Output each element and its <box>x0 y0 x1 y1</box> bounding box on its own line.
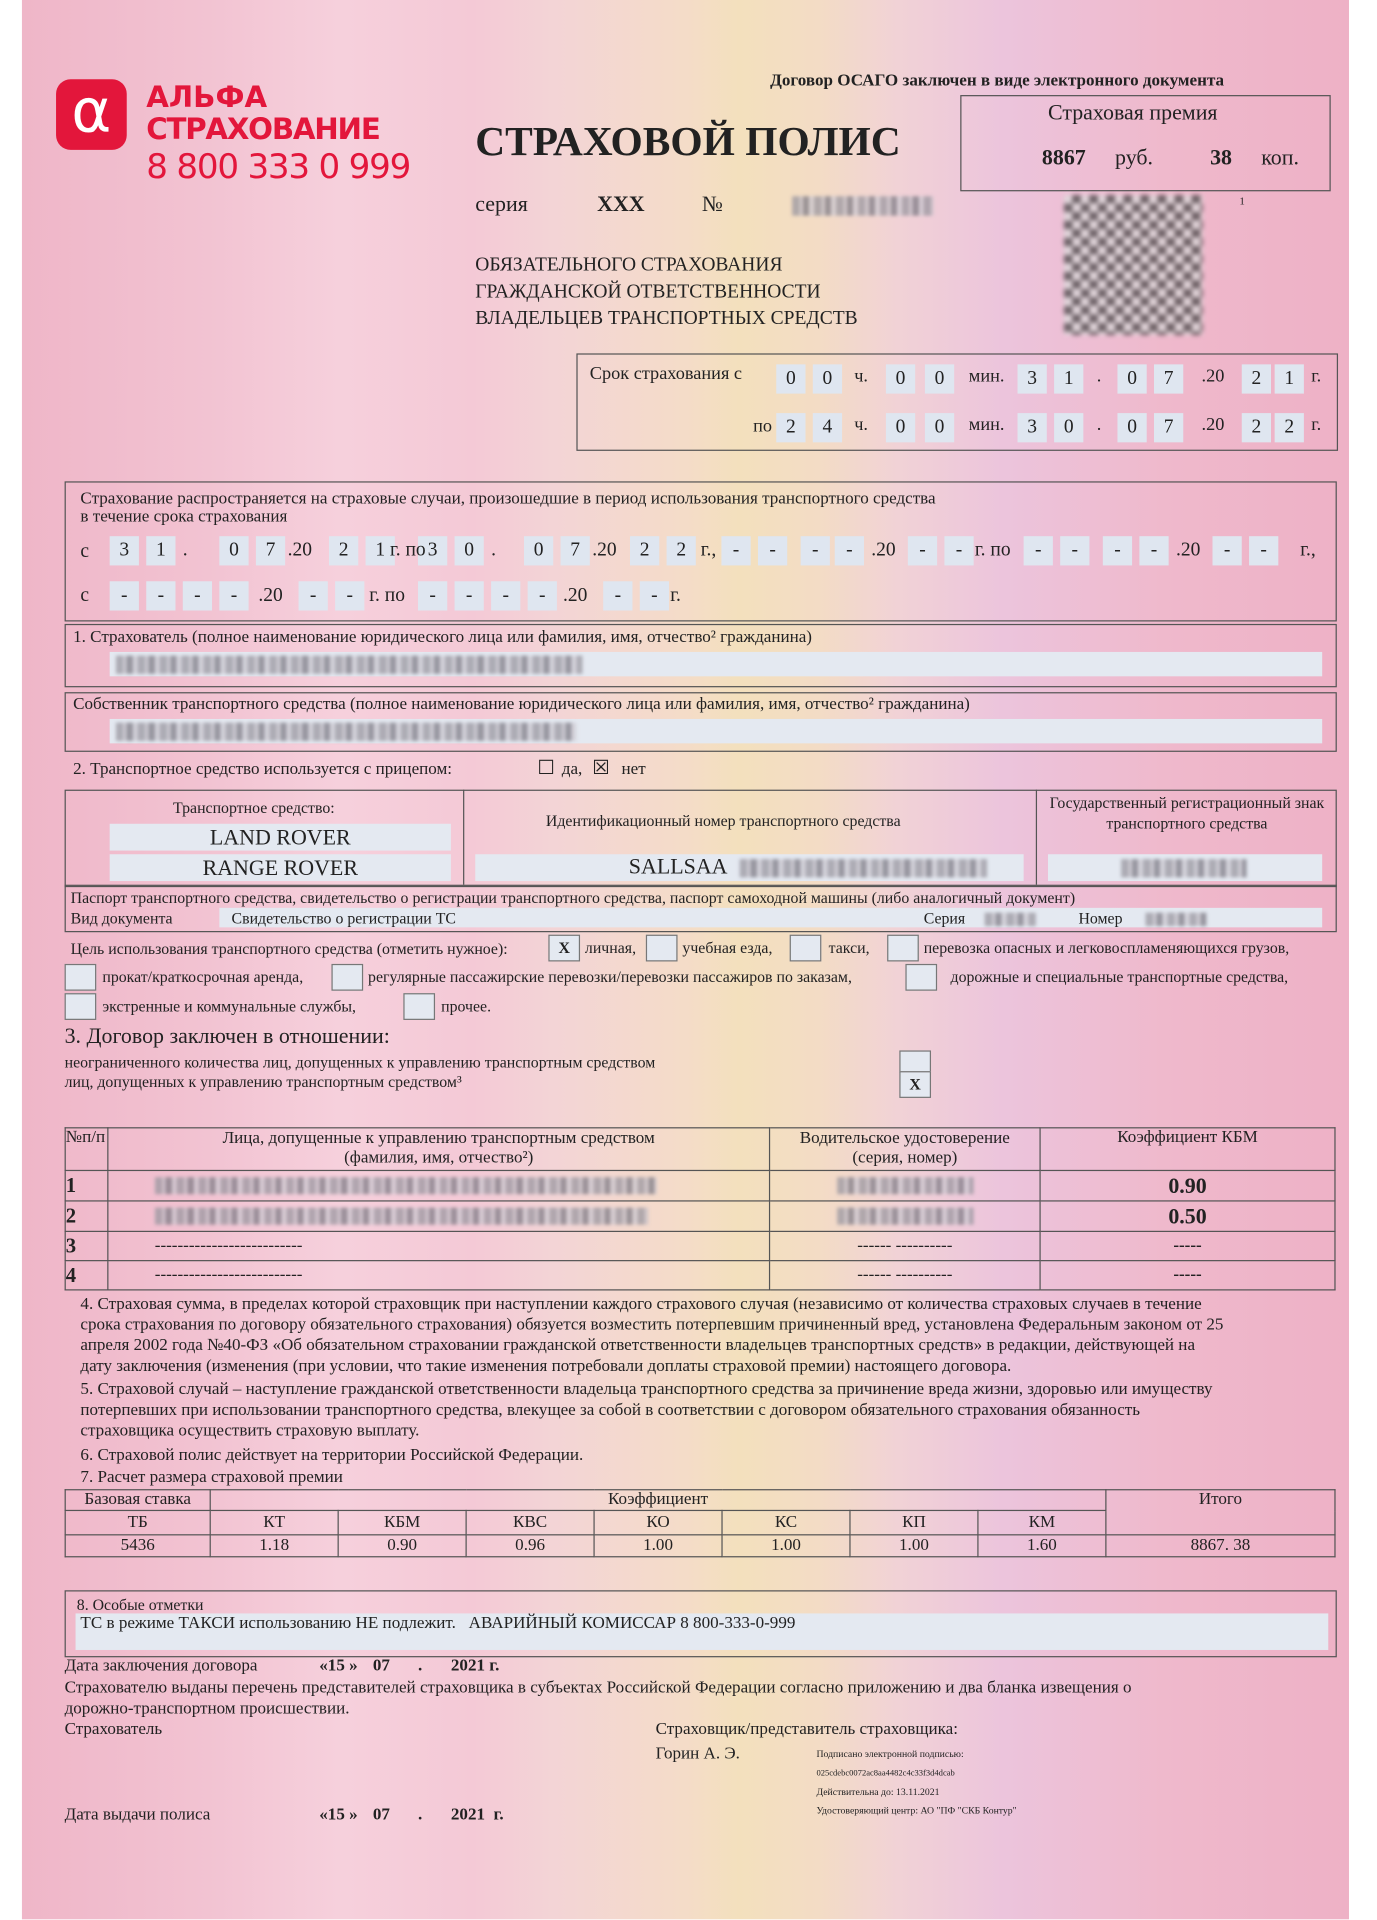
period-empty-cell: - <box>801 536 830 565</box>
purpose-option-label: регулярные пассажирские перевозки/перевозки пассажиров по заказам, <box>368 967 852 986</box>
driver-name-redacted <box>155 1208 649 1225</box>
purpose-checkbox <box>887 935 919 962</box>
period-empty-cell: - <box>528 581 557 610</box>
paragraph-line: 7. Расчет размера страховой премии <box>80 1468 343 1487</box>
premium-kop: 38 <box>1210 145 1233 170</box>
driver-license: ------ ---------- <box>770 1261 1041 1290</box>
insurer-label: 1. Страхователь (полное наименование юридического лица или фамилия, имя, отчество² гражданина) <box>73 628 812 648</box>
paragraph-line: апреля 2002 года №40-ФЗ «Об обязательном страховании гражданской ответственности владельцев транспортных средств» в редакции, действующей на <box>80 1336 1196 1356</box>
col-header-line: (серия, номер) <box>852 1149 958 1168</box>
period-separator: .20 <box>871 539 896 561</box>
premium-calc-table <box>65 1489 1336 1557</box>
paragraph-line: 5. Страховой случай – наступление гражданской ответственности владельца транспортного средства за причинение вреда жизни, здоровью или имуществу <box>80 1380 1213 1399</box>
period-separator: г. по <box>974 539 1011 561</box>
driver-name-redacted <box>155 1177 657 1194</box>
coef-value: 1.00 <box>722 1535 850 1557</box>
coef-value: 5436 <box>65 1535 210 1557</box>
premium-label: Страховая премия <box>1047 99 1218 125</box>
period-empty-cell: - <box>1139 536 1168 565</box>
term-digit-cell: 0 <box>1117 413 1146 442</box>
term-digit-cell: 2 <box>1242 364 1271 393</box>
purpose-option-label: прокат/краткосрочная аренда, <box>102 967 304 986</box>
plate-redacted <box>1121 859 1247 877</box>
issue-month: 07 <box>372 1805 390 1825</box>
series-value: XXX <box>597 191 645 216</box>
purpose-checkbox <box>65 993 97 1020</box>
doc-series-label: Серия <box>923 909 966 928</box>
driver-license <box>770 1170 1041 1200</box>
driver-number: 2 <box>65 1201 108 1231</box>
logo-line2: СТРАХОВАНИЕ <box>146 112 380 147</box>
term-digit-cell: 0 <box>776 364 805 393</box>
purpose-checkbox <box>646 935 678 962</box>
period-digit-cell: 2 <box>630 536 659 565</box>
number-label: № <box>701 191 723 216</box>
doc-type-value: Свидетельство о регистрации ТС <box>231 909 457 928</box>
driver-kbm: 0.50 <box>1040 1201 1335 1231</box>
term-digit-cell: 3 <box>1018 413 1047 442</box>
alpha-logo-icon: α <box>56 79 127 150</box>
driver-name <box>108 1170 770 1200</box>
term-separator: .20 <box>1201 415 1225 436</box>
trailer-yes-checkbox: ☐ <box>537 757 555 779</box>
term-separator: г. <box>1311 415 1322 436</box>
paragraph-line: дату заключения (изменения (при условии, что такие изменения потребовали доплаты страховой премии) настоящего договора. <box>80 1357 1012 1376</box>
e-signature-line: Удостоверяющий центр: АО "ПФ "СКБ Контур" <box>816 1804 1017 1816</box>
term-separator: ч. <box>854 415 869 436</box>
doc-type-label: Вид документа <box>70 909 173 928</box>
coef-col-header: КВС <box>466 1510 594 1534</box>
section3-option: неограниченного количества лиц, допущенных к управлению транспортным средством <box>64 1052 656 1072</box>
e-signature-line: 025cdebc0072ac8aa4482c4c33f3d4dcab <box>816 1768 955 1778</box>
issue-day: «15 » <box>319 1805 358 1825</box>
paragraph-line: потерпевших при использовании транспортного средства, влекущее за собой в соответствии с договором обязательного страхования обязанность <box>80 1401 1141 1420</box>
trailer-label: 2. Транспортное средство используется с прицепом: <box>73 760 453 779</box>
vehicle-model: RANGE ROVER <box>110 854 451 881</box>
term-digit-cell: 1 <box>1275 364 1304 393</box>
table-row <box>65 1261 1335 1290</box>
owner-name-redacted <box>116 723 577 741</box>
purpose-checkbox <box>331 964 363 991</box>
period-separator: г. по <box>369 584 405 606</box>
period-separator: .20 <box>258 584 283 606</box>
coef-value: 1.00 <box>594 1535 722 1557</box>
period-empty-cell: - <box>455 581 484 610</box>
period-separator: г., <box>1300 539 1316 561</box>
divider <box>1036 790 1037 885</box>
insurer-name: Горин А. Э. <box>655 1745 740 1764</box>
term-digit-cell: 2 <box>1275 413 1304 442</box>
section3-title: 3. Договор заключен в отношении: <box>64 1023 390 1048</box>
driver-kbm: ----- <box>1040 1231 1335 1260</box>
term-digit-cell: 2 <box>1242 413 1271 442</box>
term-separator: . <box>1096 366 1102 387</box>
driver-license-redacted <box>837 1177 973 1194</box>
term-separator: ч. <box>854 366 869 387</box>
footnote-mark: 1 <box>1239 194 1245 208</box>
period-digit-cell: 3 <box>418 536 447 565</box>
purpose-checkbox: X <box>548 935 580 962</box>
issue-dot: . <box>417 1805 423 1825</box>
base-rate-header: Базовая ставка <box>65 1490 210 1511</box>
term-separator: мин. <box>968 415 1005 436</box>
term-digit-cell: 0 <box>886 364 915 393</box>
e-signature-line: Подписано электронной подписью: <box>816 1748 964 1760</box>
period-empty-cell: - <box>219 581 248 610</box>
driver-name: -------------------------- <box>108 1231 770 1260</box>
vehicle-label: Транспортное средство: <box>173 798 335 817</box>
doc-number-redacted <box>1145 913 1206 926</box>
period-empty-cell: - <box>418 581 447 610</box>
period-separator: .20 <box>287 539 312 561</box>
period-separator: г., <box>700 539 717 561</box>
purpose-option-label: учебная езда, <box>682 938 773 957</box>
logo-phone: 8 800 333 0 999 <box>146 146 411 187</box>
total-value: 8867. 38 <box>1106 1535 1335 1557</box>
issue-date-label: Дата выдачи полиса <box>64 1805 211 1825</box>
period-empty-cell: - <box>1213 536 1242 565</box>
plate-label: Государственный регистрационный знак транспортного средства <box>1049 793 1325 833</box>
trailer-no-label: нет <box>621 760 646 779</box>
insurer-signature-label: Страховщик/представитель страховщика: <box>655 1720 958 1739</box>
drivers-table <box>65 1127 1336 1290</box>
paragraph-line: 4. Страховая сумма, в пределах которой страховщик при наступлении каждого страхового случая (независимо от количества страховых случаев в течение <box>80 1295 1202 1314</box>
period-empty-cell: - <box>335 581 364 610</box>
vin-label: Идентификационный номер транспортного средства <box>545 811 901 830</box>
date-label: Дата заключения договора <box>64 1657 258 1676</box>
coef-value: 0.96 <box>466 1535 594 1557</box>
term-digit-cell: 0 <box>886 413 915 442</box>
term-digit-cell: 7 <box>1154 364 1183 393</box>
term-digit-cell: 0 <box>925 364 954 393</box>
coef-col-header: КМ <box>978 1510 1106 1534</box>
period-separator: .20 <box>562 584 588 606</box>
period-empty-cell: - <box>491 581 520 610</box>
period-separator: .20 <box>592 539 617 561</box>
issued-text: дорожно-транспортном происшествии. <box>64 1699 350 1719</box>
driver-number: 3 <box>65 1231 108 1260</box>
series-label: серия <box>475 191 528 216</box>
premium-rub: 8867 <box>1041 145 1086 170</box>
logo-line1: АЛЬФА <box>146 80 268 115</box>
period-separator: .20 <box>1175 539 1201 561</box>
date-dot: . <box>417 1657 423 1676</box>
period-digit-cell: 3 <box>110 536 139 565</box>
period-separator: г. <box>670 584 681 606</box>
driver-license-redacted <box>837 1208 973 1225</box>
period-separator: г. по <box>389 539 426 561</box>
period-separator: . <box>182 539 188 561</box>
period-empty-cell: - <box>908 536 937 565</box>
date-month: 07 <box>372 1657 390 1676</box>
period-separator: . <box>491 539 496 561</box>
doc-number-label: Номер <box>1078 909 1123 928</box>
driver-license: ------ ---------- <box>770 1231 1041 1260</box>
issued-text: Страхователю выданы перечень представителей страховщика в субъектах Российской Федерации согласно приложению и два бланка извещения о <box>64 1679 1132 1698</box>
period-text: в течение срока страхования <box>80 508 288 527</box>
driver-name <box>108 1201 770 1231</box>
term-separator: . <box>1096 415 1102 436</box>
total-header: Итого <box>1106 1490 1335 1535</box>
term-digit-cell: 2 <box>776 413 805 442</box>
unlimited-checkbox <box>899 1050 931 1072</box>
coef-col-header: КП <box>850 1510 978 1534</box>
paragraph-line: срока страхования по договору обязательного страхования) обязуется возместить потерпевшим причиненный вред, установлена Федеральным законом от 25 <box>80 1316 1224 1335</box>
trailer-no-checkbox: ☒ <box>592 757 610 779</box>
paragraph-line: страховщика осуществить страховую выплату. <box>80 1422 420 1441</box>
vehicle-make: LAND ROVER <box>110 824 451 851</box>
table-row <box>65 1170 1335 1200</box>
coef-col-header: КС <box>722 1510 850 1534</box>
col-header-line: Водительское удостоверение <box>799 1129 1010 1148</box>
term-digit-cell: 3 <box>1018 364 1047 393</box>
purpose-checkbox <box>905 964 937 991</box>
vin-prefix: SALLSAA <box>628 854 728 879</box>
coef-header: Коэффициент <box>210 1490 1106 1511</box>
term-digit-cell: 0 <box>925 413 954 442</box>
coef-value: 0.90 <box>338 1535 466 1557</box>
e-signature-line: Действительна до: 13.11.2021 <box>816 1786 940 1798</box>
date-year: 2021 г. <box>450 1657 500 1676</box>
period-digit-cell: 7 <box>256 536 285 565</box>
col-header: №п/п <box>65 1128 108 1171</box>
purpose-option-label: перевозка опасных и легковоспламеняющихся грузов, <box>923 938 1290 957</box>
period-empty-cell: - <box>110 581 139 610</box>
term-separator: мин. <box>968 366 1005 387</box>
insured-signature-label: Страхователь <box>64 1720 163 1739</box>
coef-value: 1.60 <box>978 1535 1106 1557</box>
period-from-label: с <box>80 541 90 562</box>
date-day: «15 » <box>319 1657 358 1676</box>
divider <box>463 790 464 885</box>
col-header: Коэффициент КБМ <box>1040 1128 1335 1171</box>
special-label: 8. Особые отметки <box>76 1595 204 1614</box>
period-digit-cell: 1 <box>366 536 395 565</box>
passport-label: Паспорт транспортного средства, свидетельство о регистрации транспортного средства, паспорт самоходной машины (либо аналогичный документ) <box>70 888 1076 907</box>
period-empty-cell: - <box>1249 536 1278 565</box>
driver-number: 1 <box>65 1170 108 1200</box>
driver-name: -------------------------- <box>108 1261 770 1290</box>
table-row <box>65 1201 1335 1231</box>
period-digit-cell: 2 <box>329 536 358 565</box>
term-separator: .20 <box>1201 366 1225 387</box>
col-header-line: (фамилия, имя, отчество²) <box>344 1149 534 1168</box>
purpose-label: Цель использования транспортного средства (отметить нужное): <box>70 939 508 958</box>
period-digit-cell: 1 <box>146 536 175 565</box>
section3-option: лиц, допущенных к управлению транспортным средством³ <box>64 1072 462 1091</box>
qr-code <box>1064 195 1203 335</box>
doc-series-redacted <box>985 913 1036 926</box>
term-digit-cell: 0 <box>813 364 842 393</box>
special-text: ТС в режиме ТАКСИ использованию НЕ подлежит. АВАРИЙНЫЙ КОМИССАР 8 800-333-0-999 <box>80 1614 796 1633</box>
subtitle-line: ВЛАДЕЛЬЦЕВ ТРАНСПОРТНЫХ СРЕДСТВ <box>475 308 858 330</box>
col-header <box>770 1128 1041 1171</box>
driver-license <box>770 1201 1041 1231</box>
purpose-option-label: такси, <box>828 938 870 957</box>
coef-col-header: КБМ <box>338 1510 466 1534</box>
period-empty-cell: - <box>944 536 973 565</box>
trailer-yes-label: да, <box>561 760 583 779</box>
subtitle-line: ОБЯЗАТЕЛЬНОГО СТРАХОВАНИЯ <box>475 254 783 276</box>
period-empty-cell: - <box>640 581 669 610</box>
purpose-checkbox <box>403 993 435 1020</box>
period-empty-cell: - <box>1024 536 1053 565</box>
period-empty-cell: - <box>835 536 864 565</box>
insurer-name-redacted <box>116 656 583 674</box>
coef-col-header: КТ <box>210 1510 338 1534</box>
electronic-note: Договор ОСАГО заключен в виде электронного документа <box>770 71 1225 91</box>
purpose-checkbox <box>790 935 822 962</box>
period-digit-cell: 0 <box>455 536 484 565</box>
vin-redacted <box>740 859 987 877</box>
period-digit-cell: 0 <box>219 536 248 565</box>
term-digit-cell: 4 <box>813 413 842 442</box>
term-digit-cell: 1 <box>1054 364 1083 393</box>
driver-kbm: ----- <box>1040 1261 1335 1290</box>
period-digit-cell: 0 <box>524 536 553 565</box>
period-empty-cell: - <box>146 581 175 610</box>
driver-kbm: 0.90 <box>1040 1170 1335 1200</box>
period-from-label: с <box>80 584 90 606</box>
purpose-option-label: личная, <box>584 938 637 957</box>
period-digit-cell: 7 <box>561 536 590 565</box>
term-digit-cell: 7 <box>1154 413 1183 442</box>
period-empty-cell: - <box>721 536 750 565</box>
col-header-line: Лица, допущенные к управлению транспортным средством <box>222 1129 655 1148</box>
period-empty-cell: - <box>603 581 632 610</box>
term-digit-cell: 0 <box>1054 413 1083 442</box>
term-from-label: Срок страхования с <box>589 364 743 384</box>
purpose-option-label: прочее. <box>441 996 492 1016</box>
period-empty-cell: - <box>1060 536 1089 565</box>
purpose-option-label: дорожные и специальные транспортные средства, <box>950 967 1289 986</box>
policy-number-redacted <box>792 196 933 215</box>
purpose-option-label: экстренные и коммунальные службы, <box>102 996 357 1016</box>
purpose-checkbox <box>65 964 97 991</box>
table-row <box>65 1231 1335 1260</box>
period-text: Страхование распространяется на страховые случаи, произошедшие в период использования транспортного средства <box>80 489 936 509</box>
driver-number: 4 <box>65 1261 108 1290</box>
coef-col-header: ТБ <box>65 1510 210 1534</box>
term-digit-cell: 0 <box>1117 364 1146 393</box>
coef-col-header: КО <box>594 1510 722 1534</box>
limited-checkbox: X <box>899 1071 931 1098</box>
period-empty-cell: - <box>299 581 328 610</box>
owner-label: Собственник транспортного средства (полное наименование юридического лица или фамилия, имя, отчество² гражданина) <box>73 695 970 715</box>
period-empty-cell: - <box>758 536 787 565</box>
paragraph-line: 6. Страховой полис действует на территории Российской Федерации. <box>80 1446 584 1465</box>
premium-kop-label: коп. <box>1261 145 1299 170</box>
term-to-label: по <box>753 416 773 437</box>
issue-year: 2021 г. <box>450 1805 504 1825</box>
coef-value: 1.00 <box>850 1535 978 1557</box>
subtitle-line: ГРАЖДАНСКОЙ ОТВЕТСТВЕННОСТИ <box>475 281 821 303</box>
premium-rub-label: руб. <box>1115 145 1154 170</box>
page-title: СТРАХОВОЙ ПОЛИС <box>475 119 901 165</box>
coef-value: 1.18 <box>210 1535 338 1557</box>
col-header <box>108 1128 770 1171</box>
period-empty-cell: - <box>1103 536 1132 565</box>
period-digit-cell: 2 <box>667 536 696 565</box>
period-empty-cell: - <box>183 581 212 610</box>
term-separator: г. <box>1311 366 1322 387</box>
